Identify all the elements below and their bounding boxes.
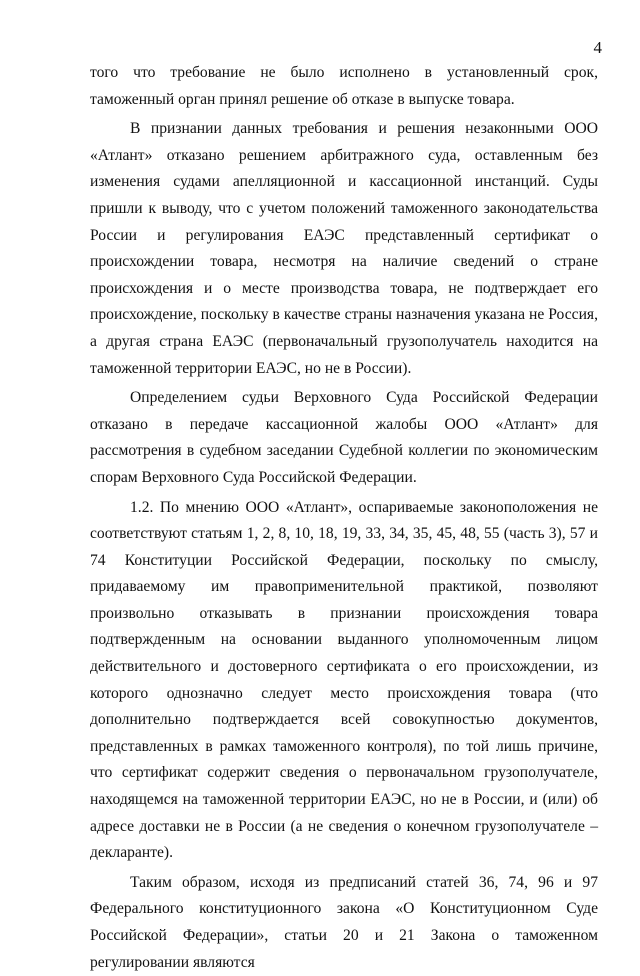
paragraph-conclusion: Таким образом, исходя из предписаний статей 36, 74, 96 и 97 Федерального конституционного закона «О Конституционном Суде Российской Федерации», статьи 20 и 21 Закона о таможенном регулировании являются <box>90 873 598 971</box>
paragraph-section-1-2: 1.2. По мнению ООО «Атлант», оспариваемые законоположения не соответствуют статьям 1, 2, 8, 10, 18, 19, 33, 34, 35, 45, 48, 55 (часть 3), 57 и 74 Конституции Российской Федерации, поскольку по смыслу, придаваемому им правоприменительной практикой, позволяют произвольно отказывать в признании происхождения товара подтвержденным на основании выданного уполномоченным лицом действительного и достоверного сертификата о его происхождении, из которого однозначно следует место происхождения товара (что дополнительно подтверждается всей совокупностью документов, представленных в рамках таможенного контроля), по той лишь причине, что сертификат содержит сведения о первоначальном грузополучателе, находящемся на таможенной территории ЕАЭС, но не в России, и (или) об адресе доставки не в России (а не сведения о конечном грузополучателе – декларанте). <box>90 498 598 862</box>
paragraph-court-decision: В признании данных требования и решения незаконными ООО «Атлант» отказано решением арбитражного суда, оставленным без изменения судами апелляционной и кассационной инстанций. Суды пришли к выводу, что с учетом положений таможенного законодательства России и регулирования ЕАЭС представленный сертификат о происхождении товара, несмотря на наличие сведений о стране происхождения и о месте производства товара, не подтверждает его происхождение, поскольку в качестве страны назначения указана не Россия, а другая страна ЕАЭС (первоначальный грузополучатель находится на таможенной территории ЕАЭС, но не в России). <box>90 120 598 377</box>
page-number: 4 <box>593 38 602 57</box>
paragraph-supreme-court-ruling: Определением судьи Верховного Суда Российской Федерации отказано в передаче кассационной жалобы ООО «Атлант» для рассмотрения в судебном заседании Судебной коллегии по экономическим спорам Верховного Суда Российской Федерации. <box>90 389 598 486</box>
paragraph-continuation: того что требование не было исполнено в установленный срок, таможенный орган принял решение об отказе в выпуске товара. <box>90 64 598 108</box>
document-body <box>90 60 598 976</box>
